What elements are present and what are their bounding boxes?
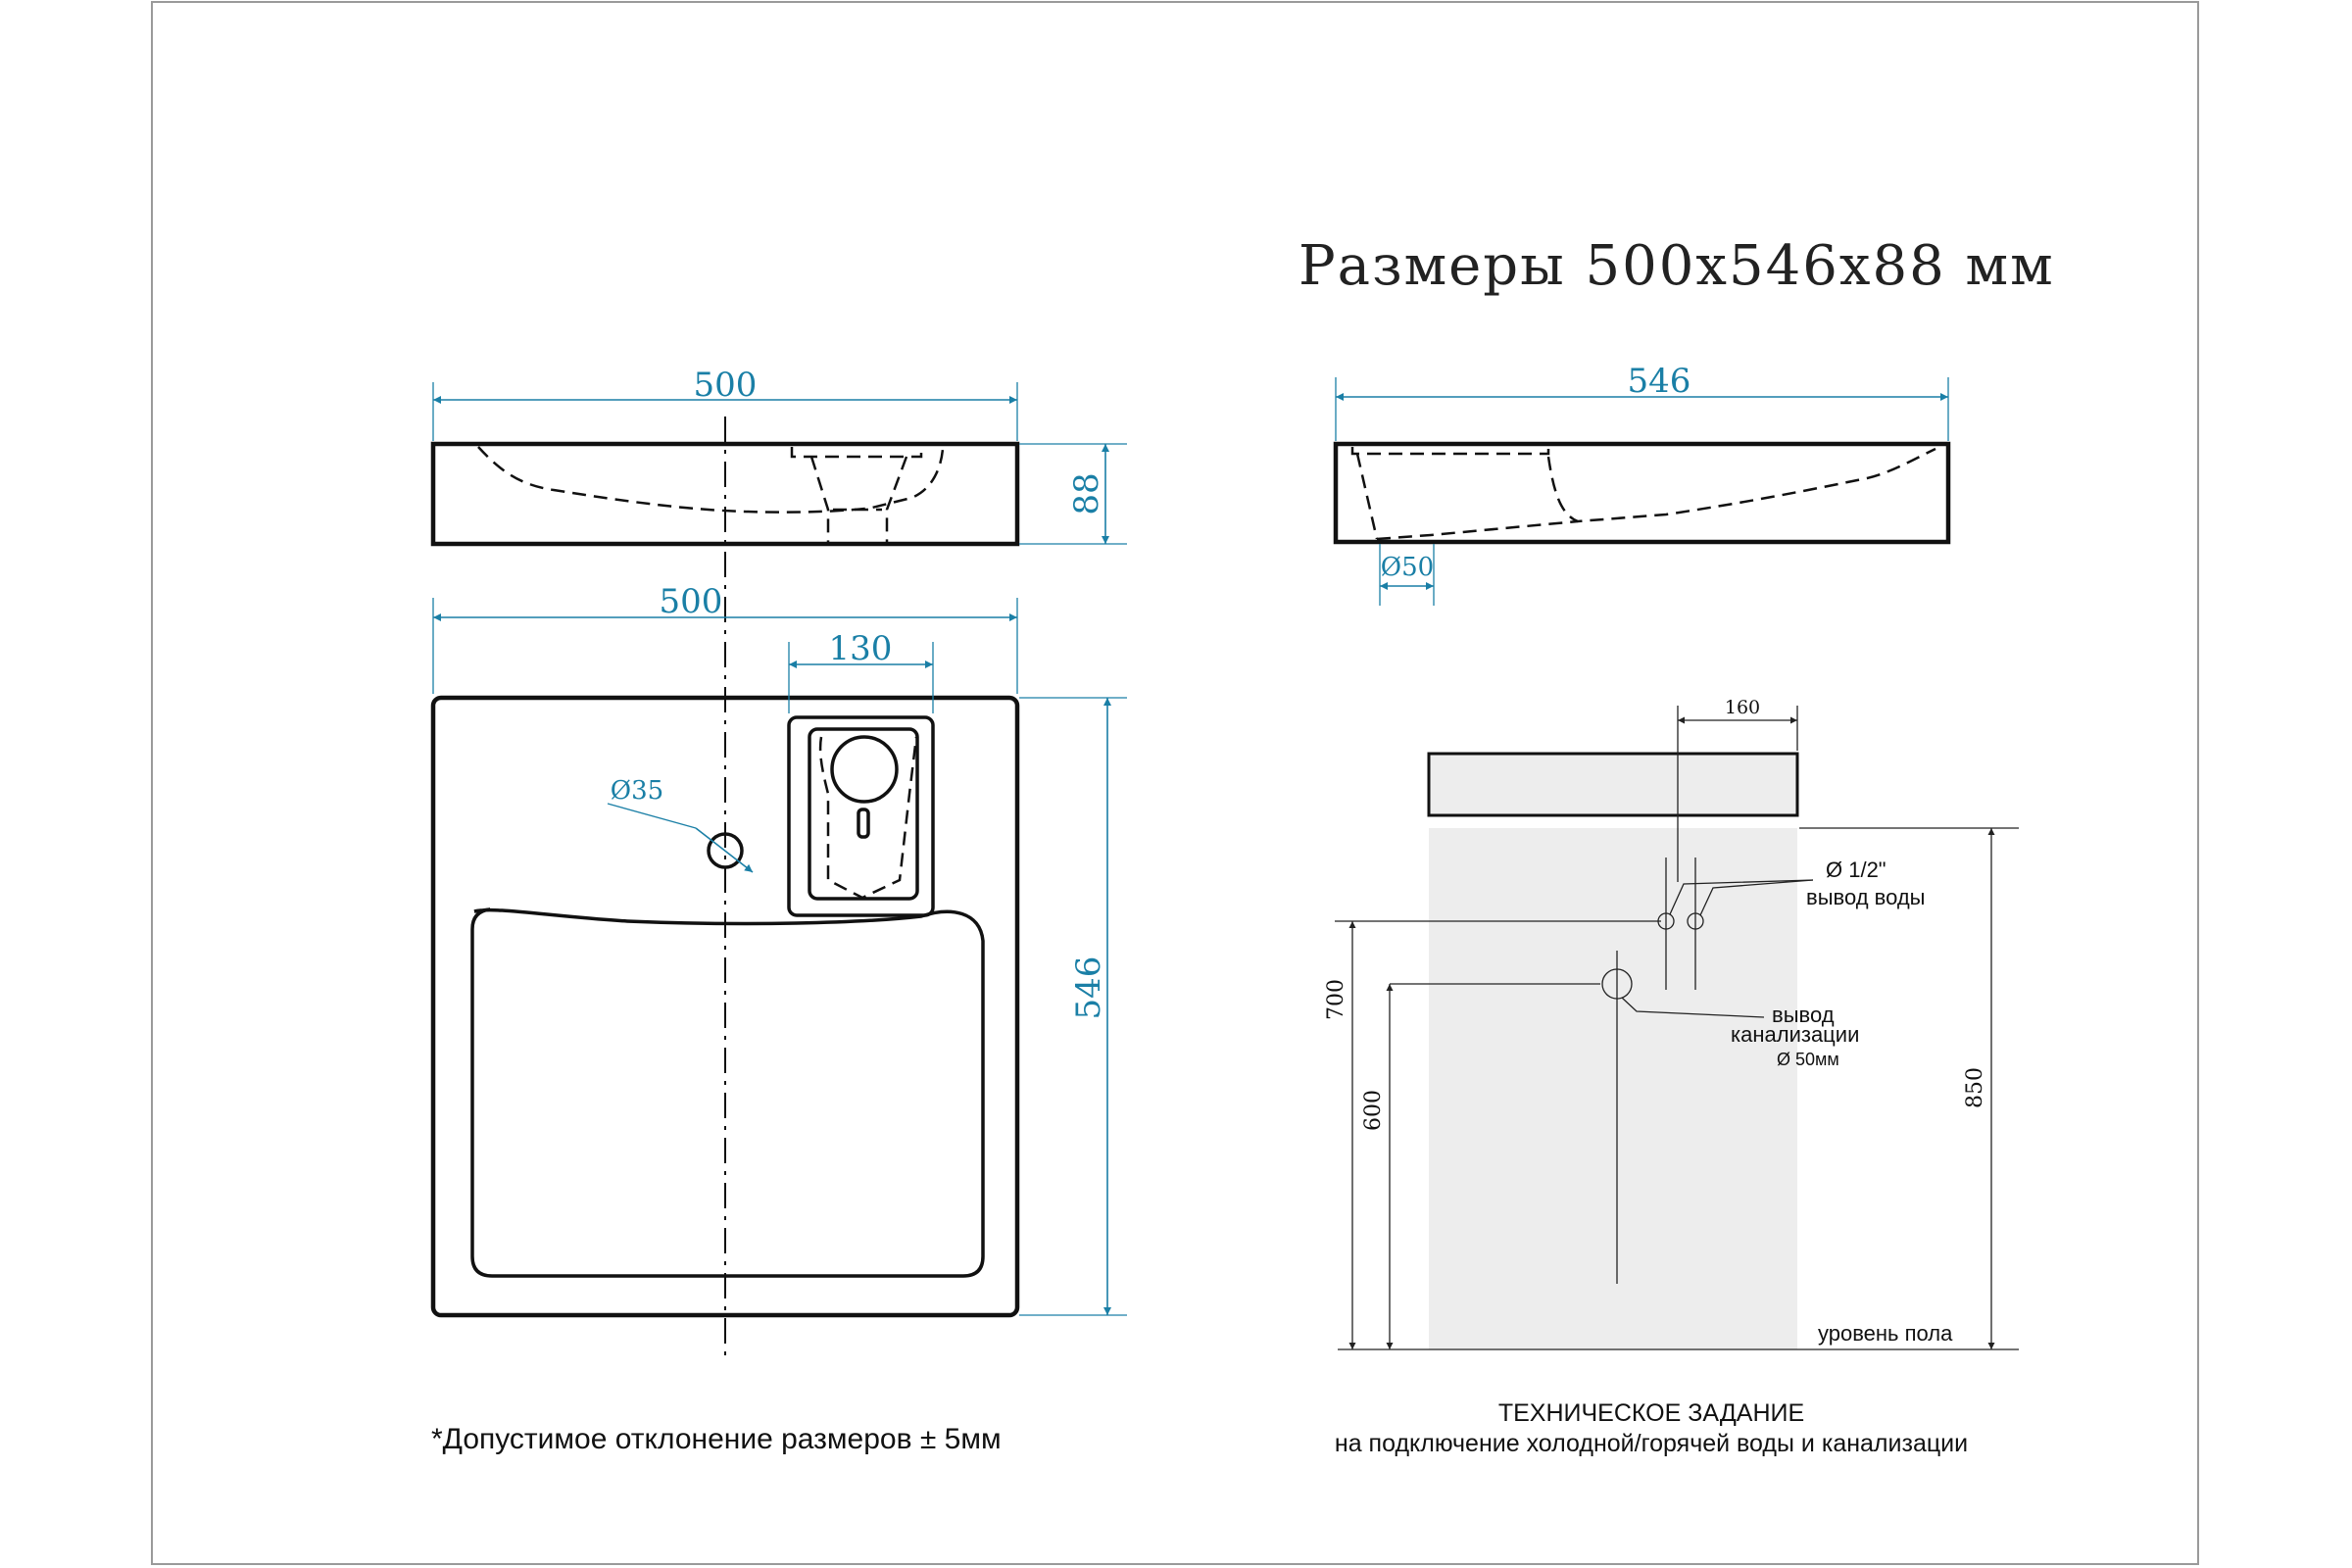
front-view	[433, 366, 1127, 544]
tolerance-note: *Допустимое отклонение размеров ± 5мм	[431, 1423, 1002, 1455]
drain-diameter-label: Ø50	[1380, 553, 1435, 582]
side-view-outline	[1336, 444, 1948, 542]
wall-area	[1429, 828, 1797, 1349]
drain-dashed	[811, 457, 906, 542]
sewer-label-line2: канализации	[1731, 1022, 1860, 1047]
installation-scheme	[1324, 697, 2019, 1349]
sewer-height-label: 600	[1361, 1090, 1386, 1131]
side-view	[1336, 362, 1948, 606]
side-length-label: 546	[1627, 362, 1691, 401]
bowl-outline	[472, 909, 983, 1276]
tap-hole-diameter-label: Ø35	[610, 776, 664, 806]
sink-block	[1429, 754, 1797, 815]
mixer-width-label: 130	[828, 629, 893, 668]
top-height-label: 88	[1067, 472, 1106, 515]
water-height-label: 700	[1324, 979, 1348, 1020]
offset-label: 160	[1724, 697, 1761, 718]
plan-depth-label: 546	[1069, 956, 1108, 1020]
sewer-diameter-label: Ø 50мм	[1777, 1050, 1839, 1069]
top-width-label: 500	[693, 366, 758, 405]
drawing-title: Размеры 500х546х88 мм	[1298, 234, 2055, 298]
floor-label: уровень пола	[1818, 1321, 1953, 1346]
spec-subheading: на подключение холодной/горячей воды и канализации	[1334, 1430, 1969, 1457]
water-outlet-label: вывод воды	[1806, 885, 1926, 909]
mixer-seat-dashed	[792, 447, 921, 457]
plan-width-label: 500	[659, 582, 723, 621]
water-outlet-size-label: Ø 1/2"	[1826, 858, 1886, 882]
sewer-label-line1: вывод	[1772, 1003, 1835, 1027]
spec-heading: ТЕХНИЧЕСКОЕ ЗАДАНИЕ	[1497, 1399, 1805, 1427]
mixer-hole	[832, 737, 897, 802]
side-mixer-seat-dashed	[1352, 447, 1548, 454]
sink-height-label: 850	[1963, 1067, 1987, 1108]
plan-view	[433, 582, 1127, 1315]
side-bowl-profile-dashed	[1548, 449, 1936, 521]
